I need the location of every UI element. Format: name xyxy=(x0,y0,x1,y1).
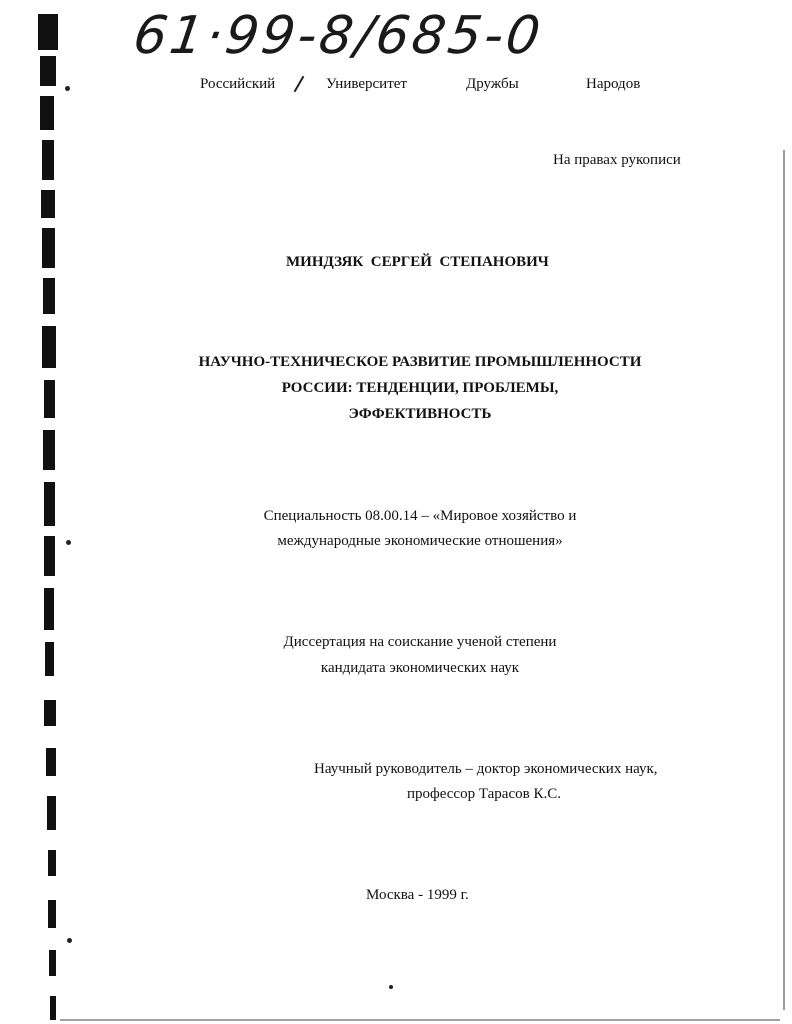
place-year: Москва - 1999 г. xyxy=(366,887,469,903)
rights-note: На правах рукописи xyxy=(553,152,681,168)
handwritten-archive-code: 61·99-8/685-0 xyxy=(129,6,547,66)
supervisor-line-2: профессор Тарасов К.С. xyxy=(407,786,561,802)
scan-speck xyxy=(67,938,72,943)
university-word-1: Российский xyxy=(200,76,276,92)
dissertation-line-1: Диссертация на соискание ученой степени xyxy=(283,634,557,650)
scan-right-edge-line xyxy=(783,150,785,1010)
author-name: МИНДЗЯК СЕРГЕЙ СТЕПАНОВИЧ xyxy=(286,254,549,270)
specialty-line-2: международные экономические отношения» xyxy=(277,533,563,549)
scan-speck xyxy=(66,540,71,545)
university-word-3: Дружбы xyxy=(466,76,519,92)
scan-speck xyxy=(65,86,70,91)
specialty-line-1: Специальность 08.00.14 – «Мировое хозяйство и xyxy=(263,508,577,524)
university-word-4: Народов xyxy=(586,76,641,92)
title-line-1: НАУЧНО-ТЕХНИЧЕСКОЕ РАЗВИТИЕ ПРОМЫШЛЕННОСТИ xyxy=(198,354,642,370)
supervisor-line-1: Научный руководитель – доктор экономических наук, xyxy=(314,761,658,777)
dissertation-line-2: кандидата экономических наук xyxy=(320,660,520,676)
scan-binding-edge xyxy=(0,0,70,1024)
title-line-3: ЭФФЕКТИВНОСТЬ xyxy=(348,406,492,422)
scan-speck xyxy=(389,985,393,989)
university-word-2: Университет xyxy=(326,76,407,92)
pen-stroke xyxy=(294,76,305,93)
title-line-2: РОССИИ: ТЕНДЕНЦИИ, ПРОБЛЕМЫ, xyxy=(281,380,559,396)
scan-bottom-edge-line xyxy=(60,1019,780,1021)
